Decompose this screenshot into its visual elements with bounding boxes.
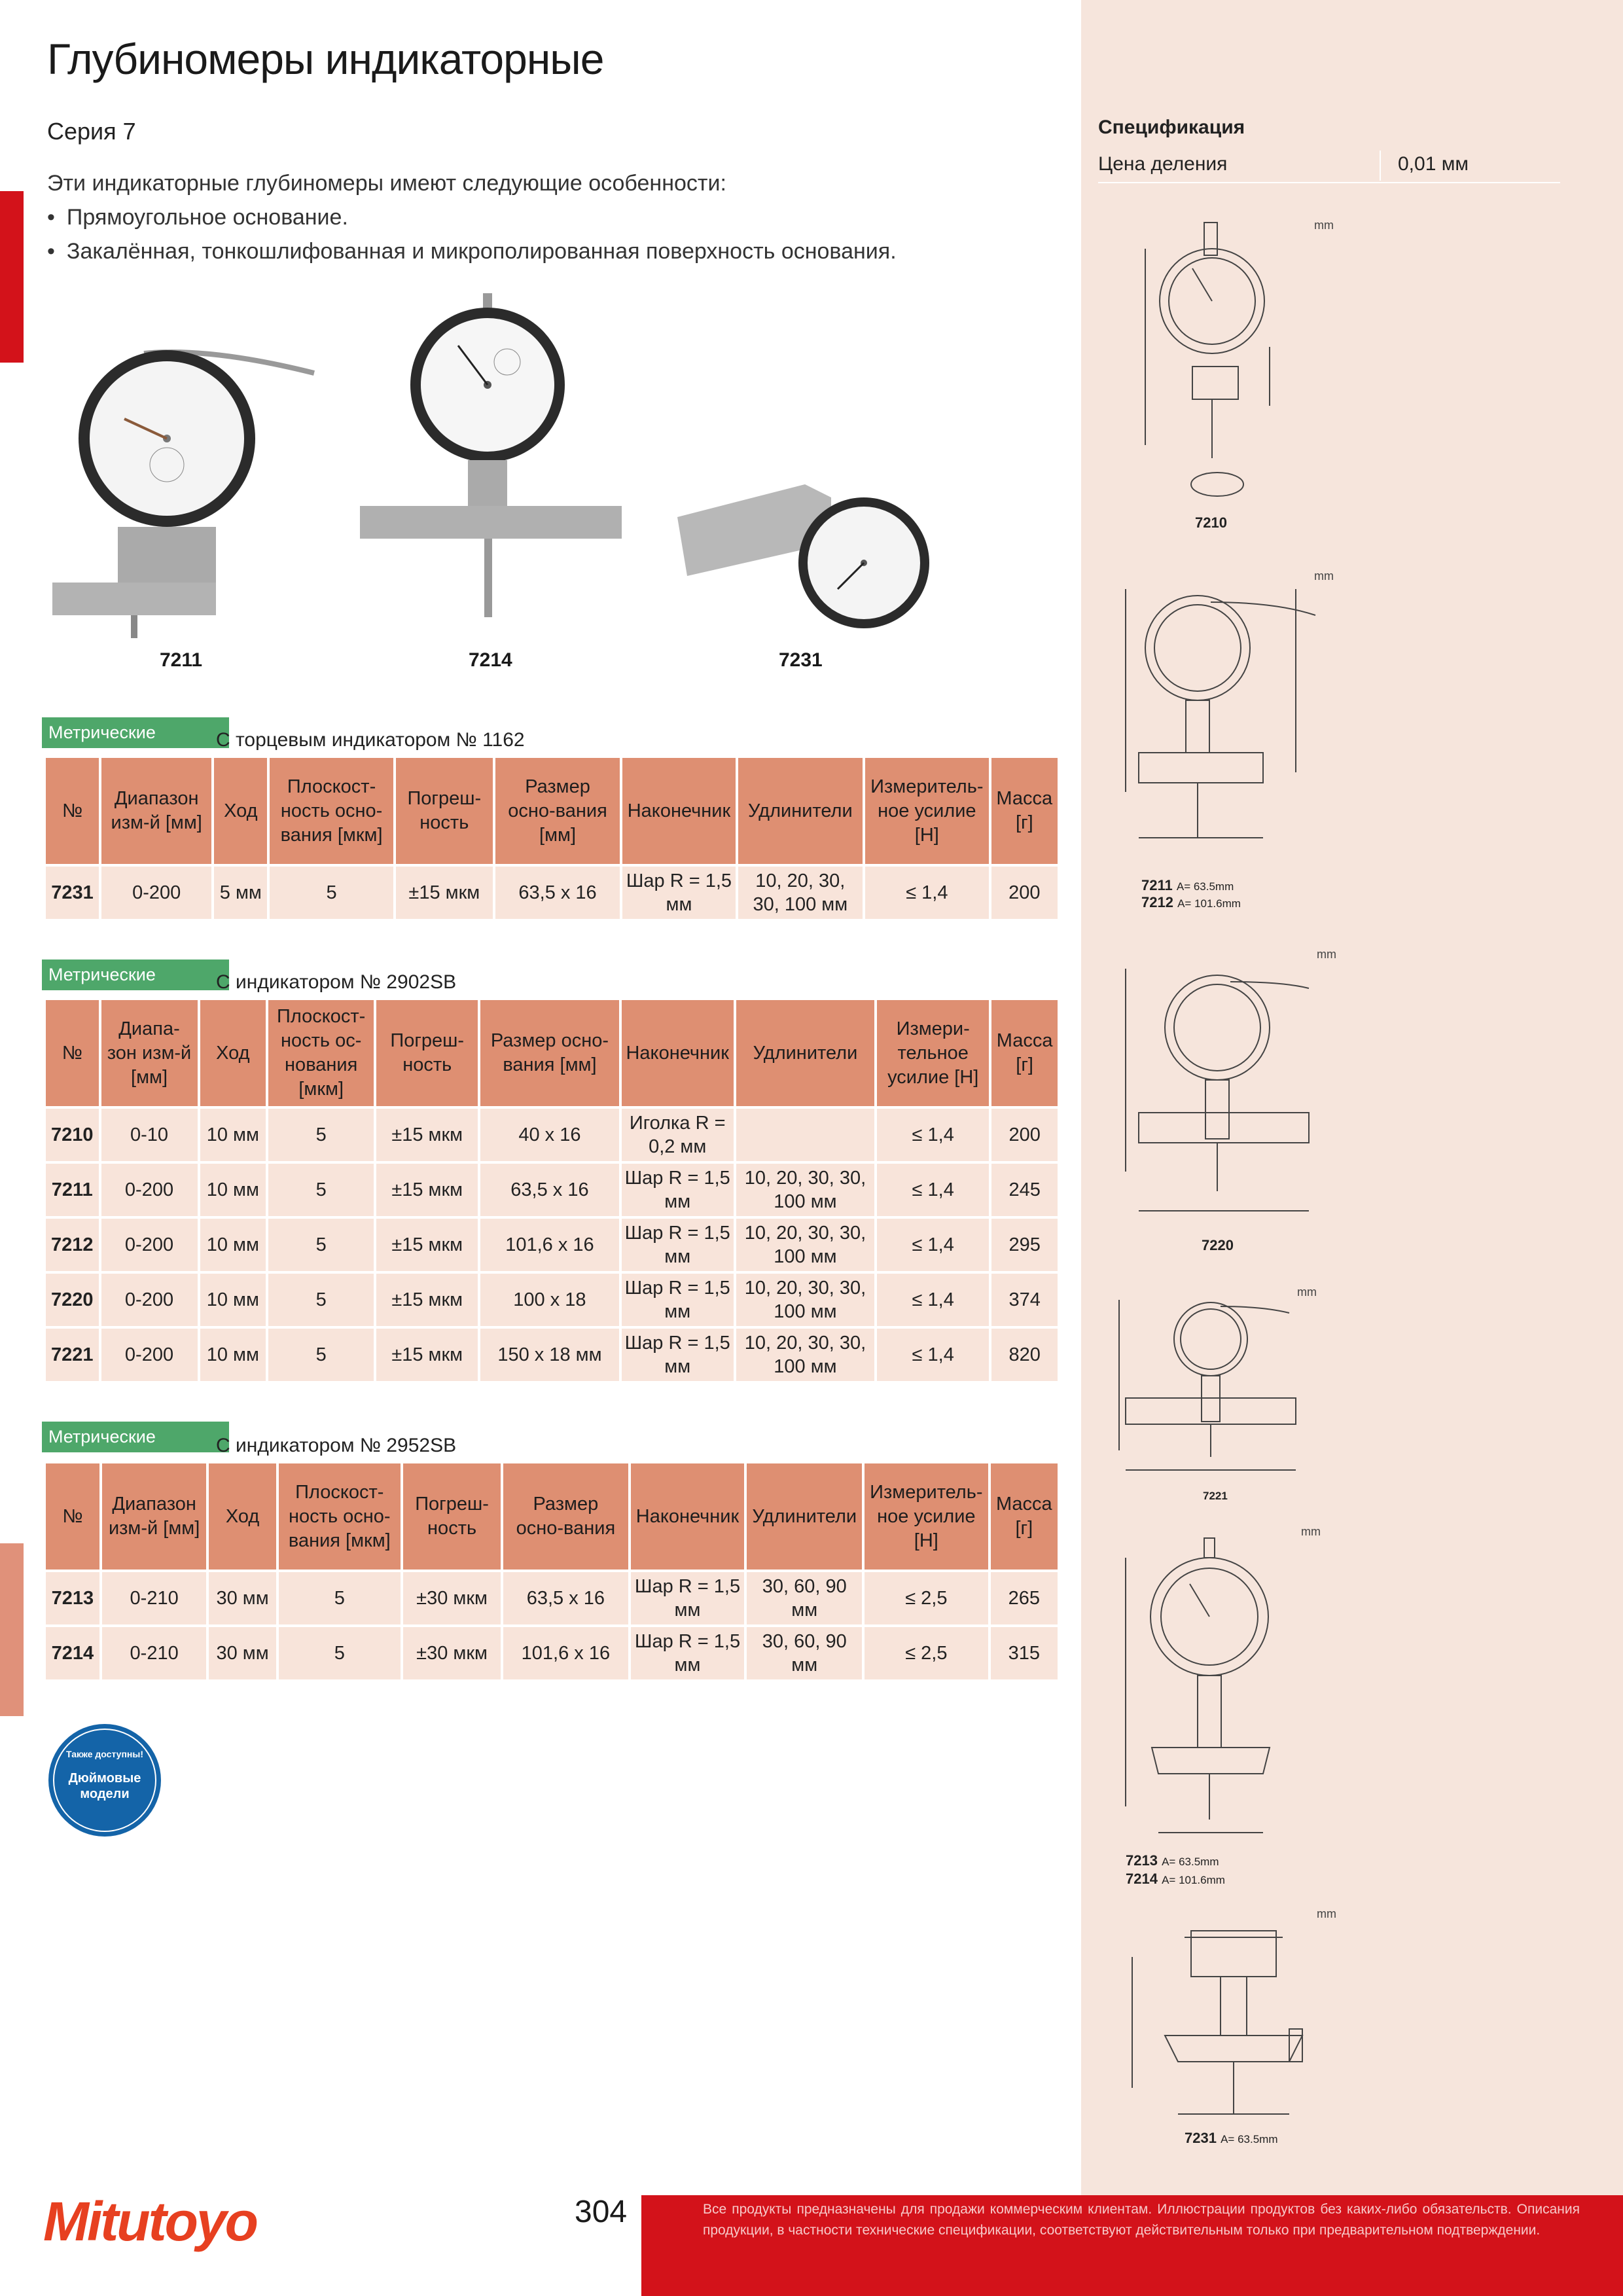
spec-title: Спецификация bbox=[1098, 117, 1245, 138]
table-cell: 0-210 bbox=[102, 1627, 207, 1679]
table-subtitle: С индикатором № 2952SB bbox=[216, 1435, 457, 1456]
table-cell: 7231 bbox=[46, 867, 99, 919]
column-header: Ход bbox=[200, 1000, 266, 1106]
page-number: 304 bbox=[575, 2195, 628, 2229]
unit-label: mm bbox=[1314, 569, 1334, 583]
unit-label: mm bbox=[1314, 219, 1334, 232]
table-row bbox=[46, 1329, 1058, 1381]
table-cell: 7211 bbox=[46, 1164, 99, 1216]
intro-block bbox=[47, 166, 897, 268]
caption-model: 7212 bbox=[1141, 894, 1173, 910]
feature-list bbox=[47, 200, 897, 268]
table-cell: 30, 60, 90 мм bbox=[747, 1572, 862, 1624]
table-cell: Шар R = 1,5 мм bbox=[622, 1329, 734, 1381]
table-cell: ≤ 2,5 bbox=[865, 1572, 988, 1624]
table-cell: 101,6 x 16 bbox=[503, 1627, 628, 1679]
table-cell: ≤ 1,4 bbox=[877, 1164, 989, 1216]
table-cell: 245 bbox=[991, 1164, 1058, 1216]
table-cell: 10, 20, 30, 30, 100 мм bbox=[736, 1274, 874, 1326]
inch-models-badge[interactable] bbox=[47, 1723, 162, 1838]
table-row bbox=[46, 867, 1058, 919]
table-cell: 0-10 bbox=[101, 1109, 198, 1161]
table-cell: Шар R = 1,5 мм bbox=[631, 1627, 745, 1679]
inch-badge-line2: Дюймовые bbox=[68, 1771, 141, 1785]
table-cell: ±15 мкм bbox=[396, 867, 493, 919]
series-label: Серия 7 bbox=[47, 118, 136, 145]
table-cell: ≤ 2,5 bbox=[865, 1627, 988, 1679]
caption-model: 7214 bbox=[1126, 1871, 1158, 1887]
table-subtitle: С индикатором № 2902SB bbox=[216, 971, 457, 993]
spec-row bbox=[1098, 151, 1560, 183]
table-cell: Шар R = 1,5 мм bbox=[622, 867, 735, 919]
table-cell: 30 мм bbox=[209, 1627, 276, 1679]
unit-label: mm bbox=[1301, 1525, 1321, 1538]
table-cell: Шар R = 1,5 мм bbox=[622, 1164, 734, 1216]
table-cell: 7220 bbox=[46, 1274, 99, 1326]
table-cell: Иголка R = 0,2 мм bbox=[622, 1109, 734, 1161]
spec-label: Цена деления bbox=[1098, 153, 1228, 175]
section-tab-red bbox=[0, 191, 24, 363]
table-cell: 10 мм bbox=[200, 1109, 266, 1161]
table-cell: ≤ 1,4 bbox=[877, 1329, 989, 1381]
column-header: Диапазон изм-й [мм] bbox=[101, 758, 211, 864]
table-row bbox=[46, 1109, 1058, 1161]
table-cell bbox=[736, 1109, 874, 1161]
table-cell: 7213 bbox=[46, 1572, 99, 1624]
table-cell: Шар R = 1,5 мм bbox=[631, 1572, 745, 1624]
column-header: Масса [г] bbox=[991, 758, 1058, 864]
table-cell: ≤ 1,4 bbox=[877, 1274, 989, 1326]
drawing-caption: 7220 bbox=[1202, 1237, 1234, 1253]
column-header: Измери-тельное усилие [Н] bbox=[877, 1000, 989, 1106]
feature-item: • Прямоугольное основание. bbox=[47, 200, 897, 234]
column-header: Диапазон изм-й [мм] bbox=[102, 1463, 207, 1570]
table-cell: 265 bbox=[991, 1572, 1058, 1624]
column-header: Размер осно-вания [мм] bbox=[495, 758, 620, 864]
column-header: Измеритель-ное усилие [Н] bbox=[865, 1463, 988, 1570]
column-header: Ход bbox=[209, 1463, 276, 1570]
unit-label: mm bbox=[1317, 948, 1336, 961]
drawing-caption bbox=[1141, 877, 1234, 894]
table-cell: 7212 bbox=[46, 1219, 99, 1271]
column-header: Масса [г] bbox=[991, 1463, 1058, 1570]
column-header: Размер осно-вания bbox=[503, 1463, 628, 1570]
drawing-7220 bbox=[1113, 956, 1348, 1230]
table-cell: 7210 bbox=[46, 1109, 99, 1161]
inch-badge-line3: модели bbox=[80, 1787, 130, 1801]
page-title: Глубиномеры индикаторные bbox=[47, 35, 604, 83]
column-header: Диапа-зон изм-й [мм] bbox=[101, 1000, 198, 1106]
table-cell: 5 bbox=[268, 1329, 374, 1381]
table-cell: ±15 мкм bbox=[376, 1274, 478, 1326]
table-cell: ±30 мкм bbox=[403, 1627, 501, 1679]
column-header: Погреш-ность bbox=[403, 1463, 501, 1570]
table-cell: ±15 мкм bbox=[376, 1329, 478, 1381]
section-tab-salmon bbox=[0, 1543, 24, 1716]
spec-value: 0,01 мм bbox=[1398, 153, 1469, 175]
table-cell: Шар R = 1,5 мм bbox=[622, 1219, 734, 1271]
table-cell: 10, 20, 30, 30, 100 мм bbox=[738, 867, 863, 919]
product-image-7211 bbox=[46, 340, 321, 641]
table-cell: 0-210 bbox=[102, 1572, 207, 1624]
table-cell: 5 bbox=[268, 1274, 374, 1326]
table-cell: ±15 мкм bbox=[376, 1164, 478, 1216]
drawing-caption bbox=[1126, 1871, 1225, 1888]
caption-model: 7213 bbox=[1126, 1852, 1158, 1869]
table-cell: 0-200 bbox=[101, 867, 211, 919]
intro-text: Эти индикаторные глубиномеры имеют следующие особенности: bbox=[47, 171, 726, 196]
column-header: Плоскост-ность осно-вания [мкм] bbox=[270, 758, 393, 864]
feature-item: • Закалённая, тонкошлифованная и микрополированная поверхность основания. bbox=[47, 234, 897, 268]
spec-divider bbox=[1380, 151, 1381, 181]
metric-badge: Метрические bbox=[42, 717, 229, 748]
column-header: Наконечник bbox=[622, 1000, 734, 1106]
table-cell: 10, 20, 30, 30, 100 мм bbox=[736, 1329, 874, 1381]
table-cell: 374 bbox=[991, 1274, 1058, 1326]
spec-table-2902sb bbox=[43, 997, 1060, 1384]
table-cell: 5 bbox=[279, 1627, 401, 1679]
table-cell: 63,5 x 16 bbox=[503, 1572, 628, 1624]
table-cell: ±15 мкм bbox=[376, 1109, 478, 1161]
table-cell: 200 bbox=[991, 1109, 1058, 1161]
column-header: Ход bbox=[214, 758, 267, 864]
unit-label: mm bbox=[1317, 1907, 1336, 1920]
table-row bbox=[46, 1274, 1058, 1326]
column-header: № bbox=[46, 1000, 99, 1106]
table-cell: 10, 20, 30, 30, 100 мм bbox=[736, 1164, 874, 1216]
table-cell: 295 bbox=[991, 1219, 1058, 1271]
caption-note: A= 63.5mm bbox=[1176, 880, 1234, 893]
column-header: Наконечник bbox=[622, 758, 735, 864]
mitutoyo-logo: Mitutoyo bbox=[43, 2191, 257, 2252]
caption-model: 7231 bbox=[1185, 2130, 1217, 2146]
caption-model: 7211 bbox=[1141, 877, 1173, 893]
column-header: Удлинители bbox=[747, 1463, 862, 1570]
column-header: Плоскост-ность осно-вания [мкм] bbox=[279, 1463, 401, 1570]
table-cell: 150 x 18 мм bbox=[480, 1329, 618, 1381]
table-cell: 820 bbox=[991, 1329, 1058, 1381]
column-header: № bbox=[46, 758, 99, 864]
table-cell: 30, 60, 90 мм bbox=[747, 1627, 862, 1679]
drawing-7231 bbox=[1113, 1918, 1322, 2140]
table-cell: 5 bbox=[268, 1109, 374, 1161]
table-cell: 63,5 x 16 bbox=[480, 1164, 618, 1216]
column-header: Удлинители bbox=[736, 1000, 874, 1106]
column-header: Удлинители bbox=[738, 758, 863, 864]
column-header: Плоскост-ность ос-нования [мкм] bbox=[268, 1000, 374, 1106]
table-cell: 10 мм bbox=[200, 1329, 266, 1381]
table-cell: 7221 bbox=[46, 1329, 99, 1381]
product-image-7214 bbox=[353, 293, 628, 634]
table-cell: 5 мм bbox=[214, 867, 267, 919]
caption-note: A= 63.5mm bbox=[1162, 1856, 1219, 1868]
drawing-caption bbox=[1126, 1852, 1219, 1869]
table-cell: 200 bbox=[991, 867, 1058, 919]
drawing-7221 bbox=[1113, 1293, 1322, 1490]
table-subtitle: С торцевым индикатором № 1162 bbox=[216, 729, 525, 751]
table-cell: 101,6 x 16 bbox=[480, 1219, 618, 1271]
table-cell: 7214 bbox=[46, 1627, 99, 1679]
drawing-7211-7212 bbox=[1113, 576, 1335, 864]
table-cell: ≤ 1,4 bbox=[877, 1109, 989, 1161]
product-image-7231 bbox=[674, 471, 936, 628]
table-cell: 315 bbox=[991, 1627, 1058, 1679]
table-row bbox=[46, 1627, 1058, 1679]
column-header: Масса [г] bbox=[991, 1000, 1058, 1106]
column-header: Измеритель-ное усилие [Н] bbox=[865, 758, 988, 864]
caption-note: A= 63.5mm bbox=[1221, 2133, 1278, 2145]
metric-badge: Метрические bbox=[42, 1422, 229, 1452]
table-cell: 63,5 x 16 bbox=[495, 867, 620, 919]
table-cell: 5 bbox=[279, 1572, 401, 1624]
product-label: 7214 bbox=[469, 649, 512, 671]
table-cell: 30 мм bbox=[209, 1572, 276, 1624]
drawing-caption bbox=[1185, 2130, 1277, 2147]
drawing-caption: 7221 bbox=[1203, 1490, 1228, 1502]
column-header: Размер осно-вания [мм] bbox=[480, 1000, 618, 1106]
table-row bbox=[46, 1164, 1058, 1216]
table-cell: 5 bbox=[270, 867, 393, 919]
table-cell: 0-200 bbox=[101, 1274, 198, 1326]
footer-disclaimer: Все продукты предназначены для продажи коммерческим клиентам. Иллюстрации продуктов без каких-либо обязательств. Описания продукции, в частности технические спецификации, соответствуют действительным только при предварительном подтверждении. bbox=[703, 2202, 1580, 2238]
table-cell: 10, 20, 30, 30, 100 мм bbox=[736, 1219, 874, 1271]
product-label: 7231 bbox=[779, 649, 823, 671]
table-cell: 0-200 bbox=[101, 1329, 198, 1381]
table-cell: 0-200 bbox=[101, 1219, 198, 1271]
metric-badge: Метрические bbox=[42, 960, 229, 990]
table-cell: Шар R = 1,5 мм bbox=[622, 1274, 734, 1326]
column-header: Погреш-ность bbox=[376, 1000, 478, 1106]
table-row bbox=[46, 1219, 1058, 1271]
table-row bbox=[46, 1572, 1058, 1624]
column-header: Наконечник bbox=[631, 1463, 745, 1570]
table-cell: ≤ 1,4 bbox=[865, 867, 988, 919]
product-label: 7211 bbox=[160, 649, 203, 671]
table-cell: ±30 мкм bbox=[403, 1572, 501, 1624]
drawing-caption: 7210 bbox=[1195, 514, 1227, 531]
table-cell: 5 bbox=[268, 1164, 374, 1216]
drawing-7210 bbox=[1119, 216, 1329, 504]
column-header: № bbox=[46, 1463, 99, 1570]
spec-table-2952sb bbox=[43, 1461, 1060, 1682]
inch-badge-line1: Также доступны! bbox=[66, 1749, 143, 1759]
table-cell: 10 мм bbox=[200, 1164, 266, 1216]
unit-label: mm bbox=[1297, 1285, 1317, 1299]
table-cell: 10 мм bbox=[200, 1274, 266, 1326]
column-header: Погреш-ность bbox=[396, 758, 493, 864]
table-cell: ±15 мкм bbox=[376, 1219, 478, 1271]
drawing-7213-7214 bbox=[1113, 1532, 1322, 1846]
table-cell: ≤ 1,4 bbox=[877, 1219, 989, 1271]
table-cell: 10 мм bbox=[200, 1219, 266, 1271]
drawing-caption bbox=[1141, 894, 1241, 911]
caption-note: A= 101.6mm bbox=[1162, 1874, 1225, 1886]
caption-note: A= 101.6mm bbox=[1177, 897, 1241, 910]
table-cell: 100 x 18 bbox=[480, 1274, 618, 1326]
table-cell: 40 x 16 bbox=[480, 1109, 618, 1161]
table-cell: 5 bbox=[268, 1219, 374, 1271]
table-cell: 0-200 bbox=[101, 1164, 198, 1216]
spec-table-1162 bbox=[43, 755, 1060, 922]
